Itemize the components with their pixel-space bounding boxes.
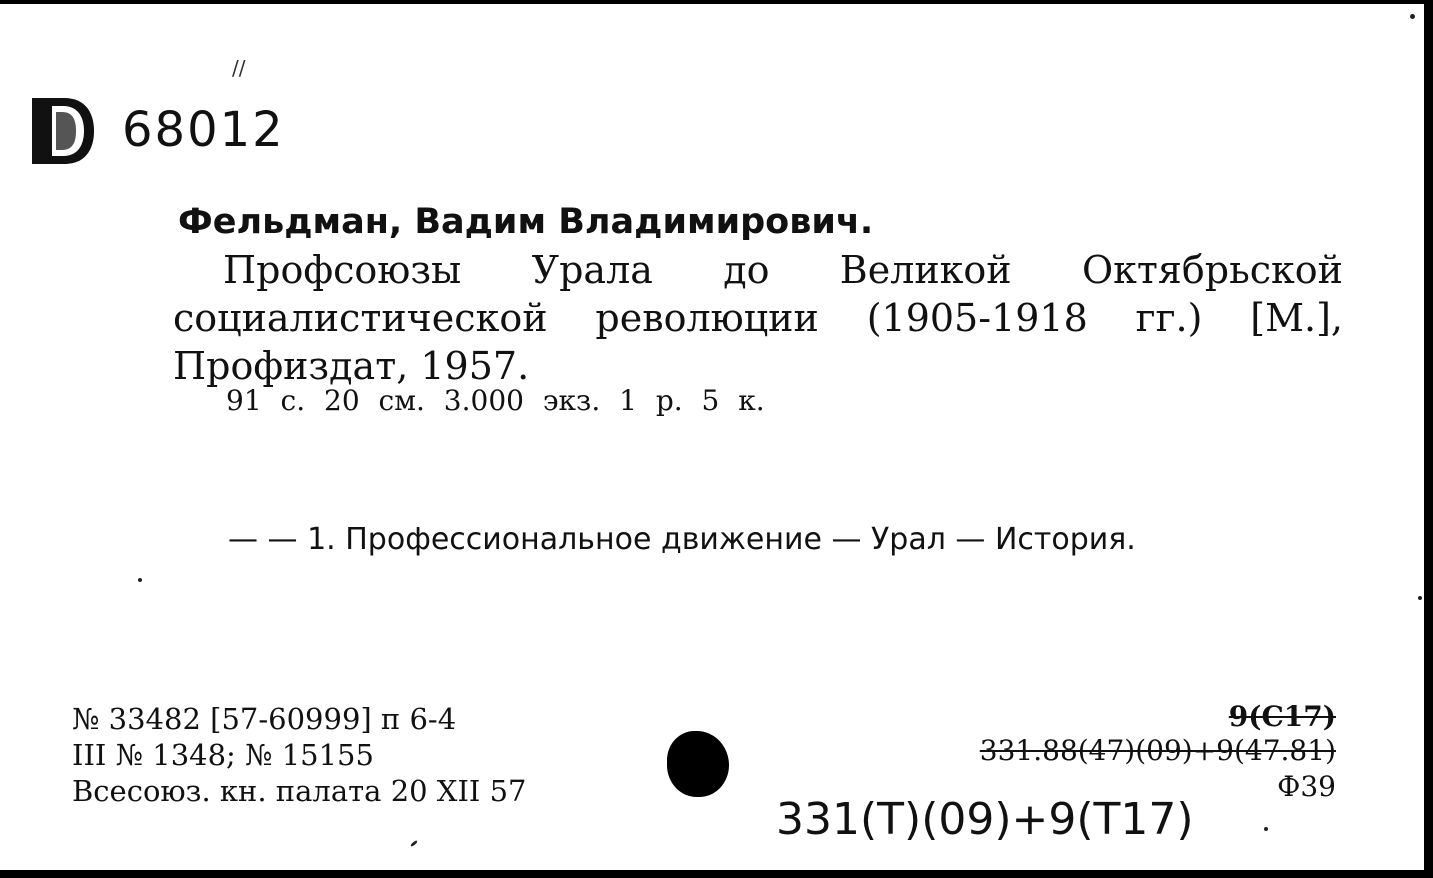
title-description: Профсоюзы Урала до Великой Октябрьской социалистической революции (1905-1918 гг.) [М.], Профиздат, 1957.: [173, 248, 1343, 388]
author-heading: Фельдман, Вадим Владимирович.: [178, 202, 874, 242]
author-mark: Ф39: [1277, 770, 1336, 803]
registry-line-1: № 33482 [57-60999] п 6-4: [72, 702, 457, 736]
top-pencil-mark: //: [232, 56, 246, 80]
dust-speck: [1418, 596, 1422, 600]
dust-speck: [138, 578, 142, 582]
svg-text:D: D: [30, 94, 31, 95]
dust-speck: [1410, 14, 1415, 19]
physical-description: 91 с. 20 см. 3.000 экз. 1 р. 5 к.: [226, 384, 765, 417]
pencil-tick: [410, 840, 418, 847]
registry-line-2: III № 1348; № 15155: [72, 738, 374, 772]
classification-code-1: 9(С17): [1228, 700, 1336, 733]
classification-code-2: 331.88(47)(09)+9(47.81): [979, 734, 1336, 767]
dust-speck: [1264, 827, 1268, 831]
subject-heading: — — 1. Профессиональное движение — Урал — История.: [228, 522, 1136, 557]
stamp-letter-d-icon: [30, 94, 96, 168]
handwritten-classification: 331(Т)(09)+9(Т17): [776, 794, 1194, 845]
ink-blot: [667, 731, 729, 797]
accession-number: 68012: [122, 102, 285, 158]
registry-line-3: Всесоюз. кн. палата 20 XII 57: [72, 774, 527, 808]
